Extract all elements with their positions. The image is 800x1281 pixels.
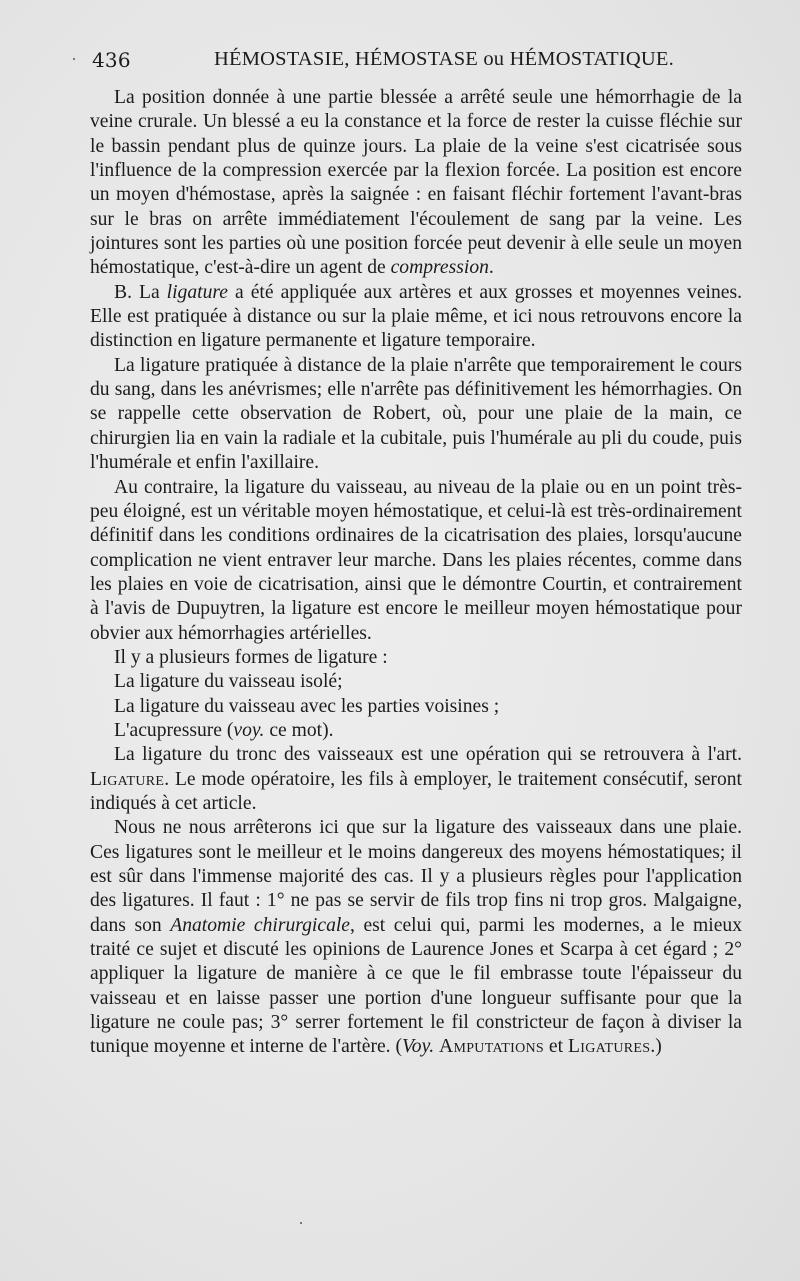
text-run: La ligature du tronc des vaisseaux est une opération qui se retrouvera à l'art. [114,744,742,766]
text-run: a été appliquée aux artères et aux grosses et moyennes veines. Elle est pratiquée à distance ou sur la plaie même, et ici nous retrouvons encore la distinction en ligature permanente et ligature temporaire. [90,281,742,352]
text-run: ce mot). [264,719,334,741]
text-run: La ligature pratiquée à distance de la plaie n'arrête que temporairement le cours du sang, dans les anévrismes; elle n'arrête pas définitivement les hémorrhagies. On se rappelle cette observation de Robert, où, pour une plaie de la main, ce chirurgien lia en vain la radiale et la cubitale, puis l'humérale au pli du coude, puis l'humérale et enfin l'axillaire. [90,354,742,474]
list-item [90,719,742,743]
paragraph-tronc [90,743,742,816]
text-run: . Le mode opératoire, les fils à employer, le traitement consécutif, seront indiqués à cet article. [90,768,742,814]
paper-speck [73,58,75,60]
list-item [90,695,742,719]
paragraph-position [90,86,742,281]
text-run: L'acupressure ( [114,719,234,741]
text-run: . [488,257,494,279]
italic-term: Voy. [402,1036,435,1058]
text-run: B. La [114,281,167,303]
text-run: La ligature du vaisseau isolé; [114,671,343,693]
italic-term: ligature [166,281,228,303]
italic-term: voy. [233,719,265,741]
paragraph-ligature-level [90,476,742,646]
list-item [90,670,742,694]
paragraph-rules [90,816,742,1059]
paragraph-forms [90,646,742,670]
paper-speck [300,1222,302,1224]
paragraph-ligature-intro [90,281,742,354]
text-run: , est celui qui, parmi les modernes, a le mieux traité ce sujet et discuté les opinions de Laurence Jones et Scarpa à cet égard ; 2° appliquer la ligature de manière à ce que le fil embrasse toute l'épaisseur du vaisseau et en laisse passer une portion d'une longueur suffisante pour que la ligature ne coule pas; 3° serrer fortement le fil constricteur de façon à diviser la tunique moyenne et interne de l'artère. ( [90,914,742,1058]
text-run: La position donnée à une partie blessée a arrêté seule une hémorrhagie de la veine crurale. Un blessé a eu la constance et la force de rester la cuisse fléchie sur le bassin pendant plus de quinze jours. La plaie de la veine s'est cicatrisée sous l'influence de la compression exercée par la flexion forcée. La position est encore un moyen d'hémostase, après la saignée : en faisant fléchir fortement l'avant-bras sur le bras on arrête immédiatement l'écoulement de sang par la veine. Les jointures sont les parties où une position forcée peut devenir à elle seule un moyen hémostatique, c'est-à-dire un agent de [90,87,742,279]
text-run: La ligature du vaisseau avec les parties voisines ; [114,695,500,717]
cross-reference: Amputations [439,1036,545,1058]
text-run: et [544,1036,568,1058]
italic-term: Anatomie chirurgicale [170,914,351,936]
cross-reference: Ligatures [567,1036,651,1058]
body-text [90,86,742,1060]
paragraph-ligature-distance [90,354,742,476]
running-title: HÉMOSTASIE, HÉMOSTASE ou HÉMOSTATIQUE. [214,48,674,70]
italic-term: compression [390,257,489,279]
text-run: Il y a plusieurs formes de ligature : [114,646,388,668]
text-run: Au contraire, la ligature du vaisseau, au niveau de la plaie ou en un point très-peu éloigné, est un véritable moyen hémostatique, et celui-là est très-ordinairement définitif dans les conditions ordinaires de la cicatrisation des plaies, lorsqu'aucune complication ne vient entraver leur marche. Dans les plaies récentes, comme dans les plaies en voie de cicatrisation, ainsi que le démontre Courtin, et contrairement à l'avis de Dupuytren, la ligature est encore le meilleur moyen hémostatique pour obvier aux hémorrhagies artérielles. [90,476,742,644]
page-number: 436 [92,48,131,72]
cross-reference: Ligature [90,768,165,790]
text-run: Nous ne nous arrêterons ici que sur la ligature des vaisseaux dans une plaie. Ces ligatures sont le meilleur et le moins dangereux des moyens hémostatiques; il est sûr dans l'immense majorité des cas. Il y a plusieurs règles pour l'application des ligatures. Il faut : 1° ne pas se servir de fils trop fins ni trop gros. Malgaigne, dans son [90,817,742,936]
text-run: .) [650,1036,662,1058]
page-header [92,48,744,74]
